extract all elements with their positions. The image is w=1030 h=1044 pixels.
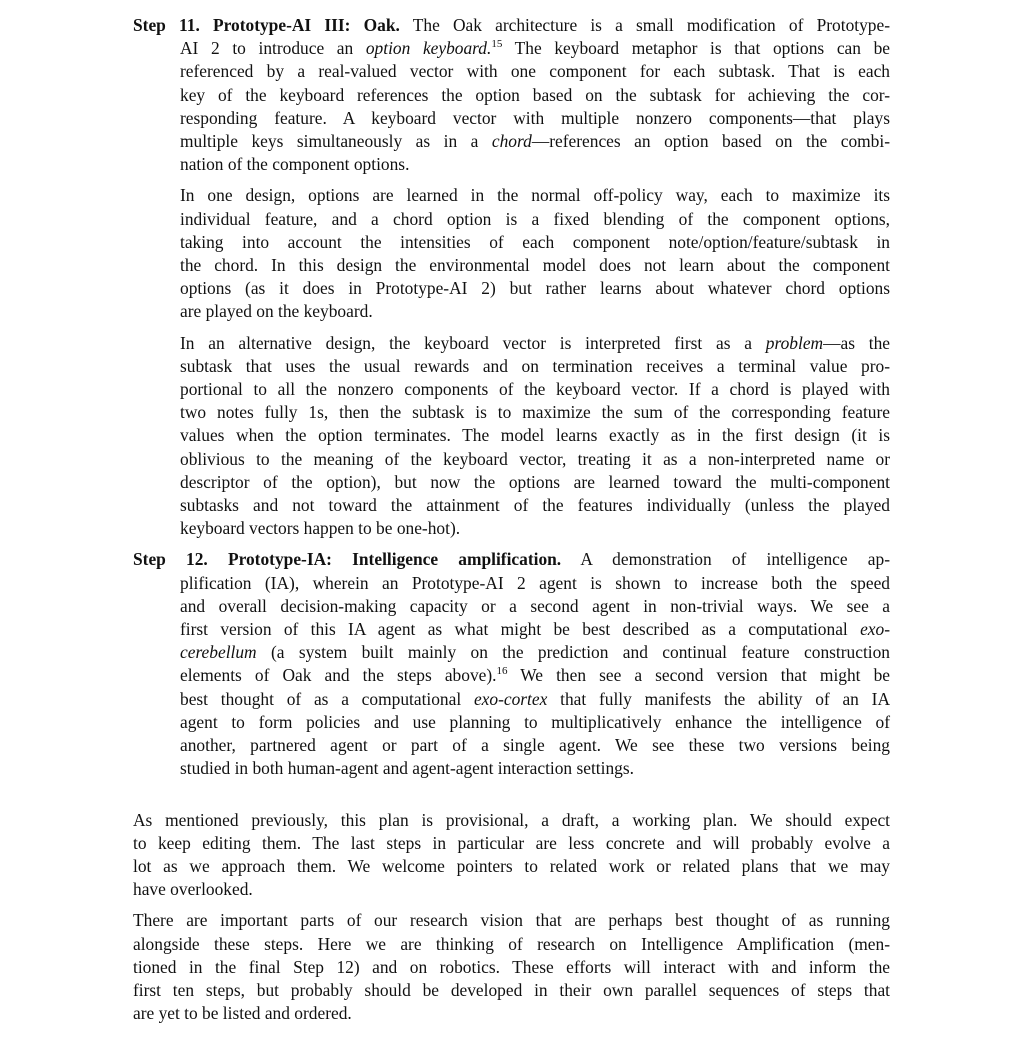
- text-segment: —references an option based on the combi-: [531, 131, 890, 152]
- text-line: are yet to be listed and ordered.: [133, 1003, 352, 1024]
- text-line: taking into account the intensities of each component note/option/feature/subtask in: [180, 231, 890, 252]
- text-segment: best thought of as a computational: [180, 688, 474, 709]
- emphasis: exo-cortex: [473, 688, 548, 709]
- emphasis: chord: [491, 131, 532, 152]
- text-line: [180, 37, 890, 60]
- text-line: keyboard vectors happen to be one-hot).: [180, 518, 461, 539]
- text-segment: first version of this IA agent as what might be best described as a computational: [180, 619, 861, 640]
- paragraph: [180, 184, 890, 323]
- emphasis: option keyboard.: [365, 38, 492, 59]
- emphasis: exo-: [860, 619, 890, 640]
- text-line: There are important parts of our research vision that are perhaps best thought of as running: [133, 910, 890, 931]
- text-line: As mentioned previously, this plan is provisional, a draft, a working plan. We should expect: [133, 809, 890, 830]
- text-segment: —as the: [823, 332, 890, 353]
- closing-paragraph-1: [133, 809, 890, 902]
- text-line: subtasks and not toward the attainment of the features individually (unless the played: [180, 495, 890, 516]
- step-12-heading: Step 12. Prototype-IA: Intelligence amplification.: [133, 549, 562, 570]
- text-line: values when the option terminates. The model learns exactly as in the first design (it is: [180, 425, 890, 446]
- text-line: first ten steps, but probably should be developed in their own parallel sequences of steps that: [133, 979, 890, 1000]
- text-line: are played on the keyboard.: [180, 301, 373, 322]
- emphasis: cerebellum: [180, 642, 257, 663]
- paragraph: [180, 332, 890, 541]
- footnote-marker: 16: [496, 665, 508, 678]
- document-page: [133, 14, 890, 1025]
- text-line: agent to form policies and use planning to multiplicatively enhance the intelligence of: [180, 711, 890, 732]
- text-segment: (a system built mainly on the prediction and continual feature construction: [256, 642, 890, 663]
- text-line: another, partnered agent or part of a single agent. We see these two versions being: [180, 735, 890, 756]
- text-line: portional to all the nonzero components of the keyboard vector. If a chord is played with: [180, 379, 890, 400]
- text-line: responding feature. A keyboard vector with multiple nonzero components—that plays: [180, 107, 890, 128]
- text-line: and overall decision-making capacity or a second agent in non-trivial ways. We see a: [180, 595, 890, 616]
- text-segment: elements of Oak and the steps above).: [180, 665, 497, 686]
- text-line: nation of the component options.: [180, 154, 410, 175]
- text-line: the chord. In this design the environmental model does not learn about the component: [180, 255, 890, 276]
- text-line: individual feature, and a chord option is a fixed blending of the component options,: [180, 208, 890, 229]
- text-segment: In an alternative design, the keyboard vector is interpreted first as a: [180, 332, 766, 353]
- footnote-marker: 15: [491, 38, 503, 51]
- text-line: oblivious to the meaning of the keyboard vector, treating it as a non-interpreted name or: [180, 448, 890, 469]
- text-line: referenced by a real-valued vector with one component for each subtask. That is each: [180, 61, 890, 82]
- text-line: [180, 641, 890, 664]
- text-line: key of the keyboard references the option based on the subtask for achieving the cor-: [180, 84, 890, 105]
- step-11-heading: Step 11. Prototype-AI III: Oak.: [133, 15, 400, 35]
- text-segment: AI 2 to introduce an: [180, 38, 366, 59]
- text-line: subtask that uses the usual rewards and on termination receives a terminal value pro-: [180, 355, 890, 376]
- emphasis: problem: [765, 332, 824, 353]
- step-12: [133, 548, 890, 780]
- text-line: tioned in the final Step 12) and on robotics. These efforts will interact with and inform the: [133, 956, 890, 977]
- text-segment: We then see a second version that might be: [507, 665, 890, 686]
- text-line: plification (IA), wherein an Prototype-AI 2 agent is shown to increase both the speed: [180, 572, 890, 593]
- text-line: two notes fully 1s, then the subtask is to maximize the sum of the corresponding feature: [180, 402, 890, 423]
- text-line: have overlooked.: [133, 879, 253, 900]
- step-11-body: [180, 37, 890, 540]
- text-line: [180, 664, 890, 687]
- closing-paragraph-2: [133, 909, 890, 1025]
- text-line: lot as we approach them. We welcome pointers to related work or related plans that we may: [133, 855, 890, 876]
- text-line: to keep editing them. The last steps in particular are less concrete and will probably evolve a: [133, 832, 890, 853]
- text-line: descriptor of the option), but now the options are learned toward the multi-component: [180, 471, 890, 492]
- text-line: [180, 688, 890, 711]
- step-11-first-line: [133, 14, 890, 37]
- step-12-body: [180, 572, 890, 781]
- text-line: A demonstration of intelligence ap-: [561, 549, 891, 570]
- text-line: [180, 332, 890, 355]
- step-11: [133, 14, 890, 540]
- text-line: [180, 618, 890, 641]
- text-line: In one design, options are learned in the normal off-policy way, each to maximize its: [180, 185, 890, 206]
- text-segment: that fully manifests the ability of an IA: [547, 688, 890, 709]
- text-line: alongside these steps. Here we are thinking of research on Intelligence Amplification (men-: [133, 933, 890, 954]
- text-line: studied in both human-agent and agent-agent interaction settings.: [180, 758, 634, 779]
- text-line: The Oak architecture is a small modification of Prototype-: [399, 15, 890, 35]
- text-segment: The keyboard metaphor is that options can be: [502, 38, 890, 59]
- text-line: options (as it does in Prototype-AI 2) but rather learns about whatever chord options: [180, 278, 890, 299]
- text-segment: multiple keys simultaneously as in a: [180, 131, 492, 152]
- text-line: [180, 130, 890, 153]
- step-12-first-line: [133, 548, 890, 571]
